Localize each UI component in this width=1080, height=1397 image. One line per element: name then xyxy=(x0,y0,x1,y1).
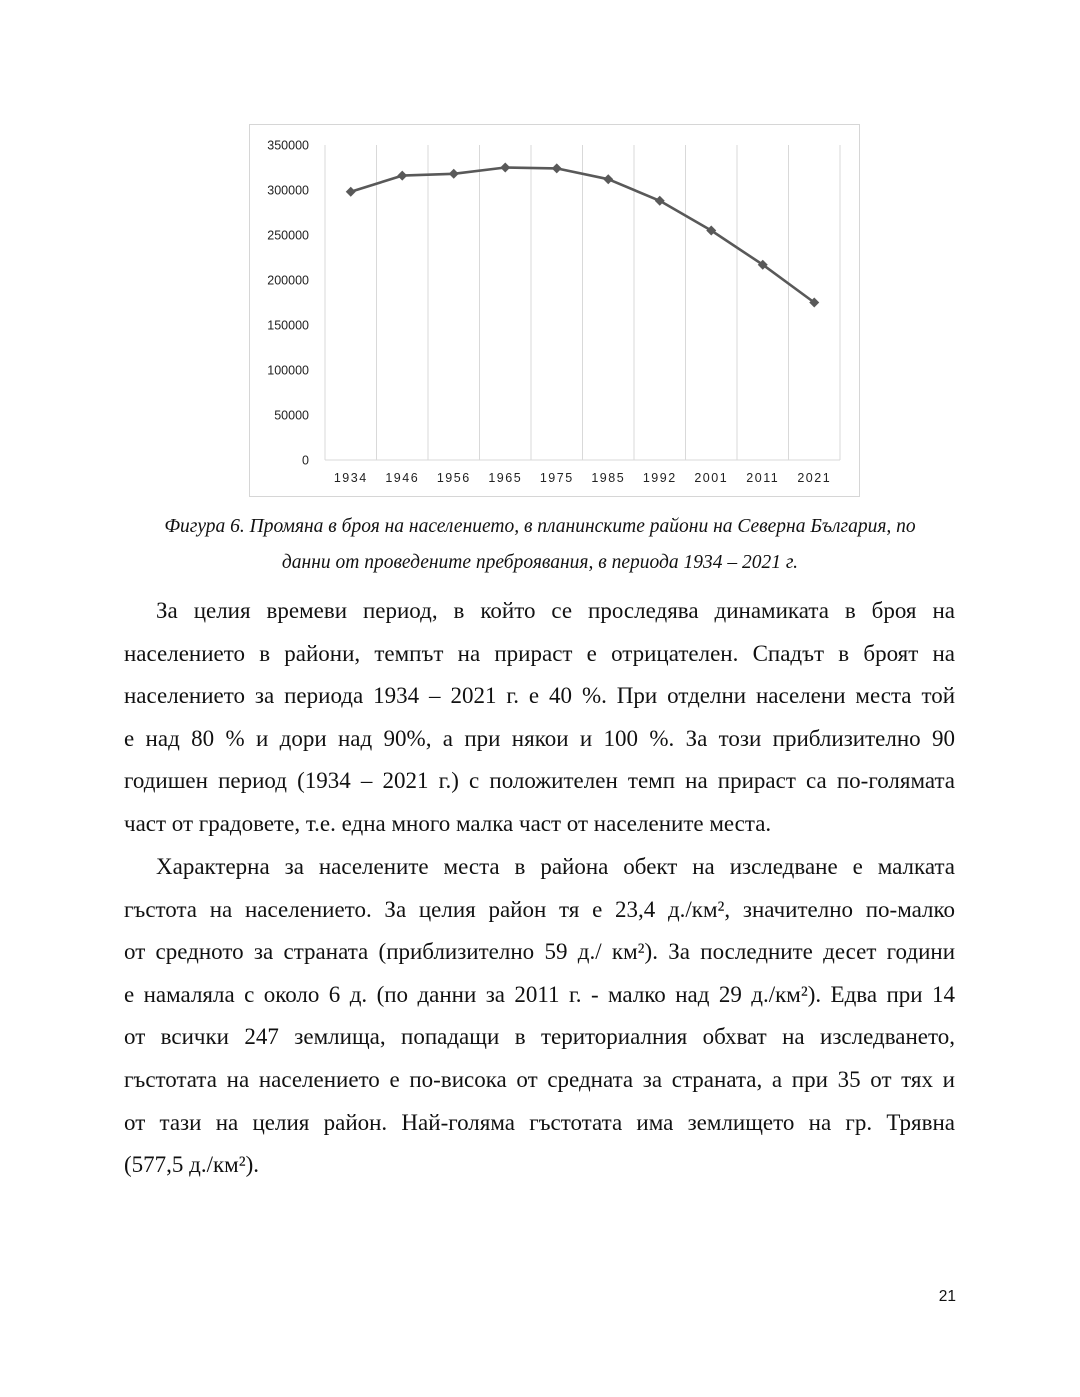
text-line: За целия времеви период, в който се проследява динамиката в броя на xyxy=(156,598,955,623)
data-point-marker xyxy=(603,174,613,184)
x-tick-label: 1975 xyxy=(539,471,574,485)
data-point-marker xyxy=(346,187,356,197)
text-line: населението за периода 1934 – 2021 г. е 40 %. При отделни населени места той xyxy=(124,683,955,709)
x-tick-label: 1992 xyxy=(642,471,677,485)
text-line: от средното за страната (приблизително 59 д./ км²). За последните десет години xyxy=(124,939,955,965)
y-tick-label: 350000 xyxy=(267,138,309,153)
x-tick-label: 1965 xyxy=(488,471,523,485)
text-line: годишен период (1934 – 2021 г.) с положителен темп на прираст са по-голямата xyxy=(124,768,955,794)
text-line: от всички 247 землища, попадащи в териториалния обхват на изследването, xyxy=(124,1024,955,1050)
x-tick-label: 2011 xyxy=(746,471,780,485)
y-tick-label: 300000 xyxy=(267,183,309,198)
x-tick-label: 1934 xyxy=(333,471,368,485)
text-line: е над 80 % и дори над 90%, а при някои и 100 %. За този приблизително 90 xyxy=(124,725,955,751)
y-tick-label: 200000 xyxy=(267,273,309,288)
data-point-marker xyxy=(500,163,510,173)
population-line-chart-svg xyxy=(250,125,861,498)
text-line: от тази на целия район. Най-голяма гъстотата има землището на гр. Трявна xyxy=(124,1109,955,1135)
text-line: част от градовете, т.е. една много малка част от населените места. xyxy=(124,810,772,836)
x-tick-label: 1956 xyxy=(436,471,471,485)
x-tick-label: 2001 xyxy=(694,471,729,485)
page-number: 21 xyxy=(938,1288,956,1305)
figure-caption-line-1: Фигура 6. Промяна в броя на населението, в планинските райони на Северна България, по xyxy=(164,516,916,537)
x-tick-label: 1946 xyxy=(385,471,420,485)
y-tick-label: 0 xyxy=(302,453,309,468)
paragraph-population-decline xyxy=(124,590,955,846)
y-tick-label: 50000 xyxy=(274,408,309,423)
y-tick-label: 250000 xyxy=(267,228,309,243)
y-tick-label: 100000 xyxy=(267,363,309,378)
text-line: населението в райони, темпът на прираст е отрицателен. Спадът в броят на xyxy=(124,640,955,666)
text-line: гъстотата на населението е по-висока от средната за страната, а при 35 от тях и xyxy=(124,1066,955,1092)
data-point-marker xyxy=(397,171,407,181)
text-line: (577,5 д./км²). xyxy=(124,1152,260,1178)
y-tick-label: 150000 xyxy=(267,318,309,333)
text-line: гъстота на населението. За целия район тя е 23,4 д./км², значително по-малко xyxy=(124,896,955,922)
x-tick-label: 2021 xyxy=(797,471,832,485)
paragraph-population-density xyxy=(124,846,955,1187)
data-point-marker xyxy=(449,169,459,179)
figure-caption-line-2: данни от проведените преброявания, в периода 1934 – 2021 г. xyxy=(281,552,799,573)
text-line: Характерна за населените места в района обект на изследване е малката xyxy=(156,854,955,879)
population-chart xyxy=(249,124,860,497)
text-line: е намаляла с около 6 д. (по данни за 2011 г. - малко над 29 д./км²). Едва при 14 xyxy=(124,981,955,1007)
x-tick-label: 1985 xyxy=(591,471,626,485)
data-point-marker xyxy=(552,163,562,173)
